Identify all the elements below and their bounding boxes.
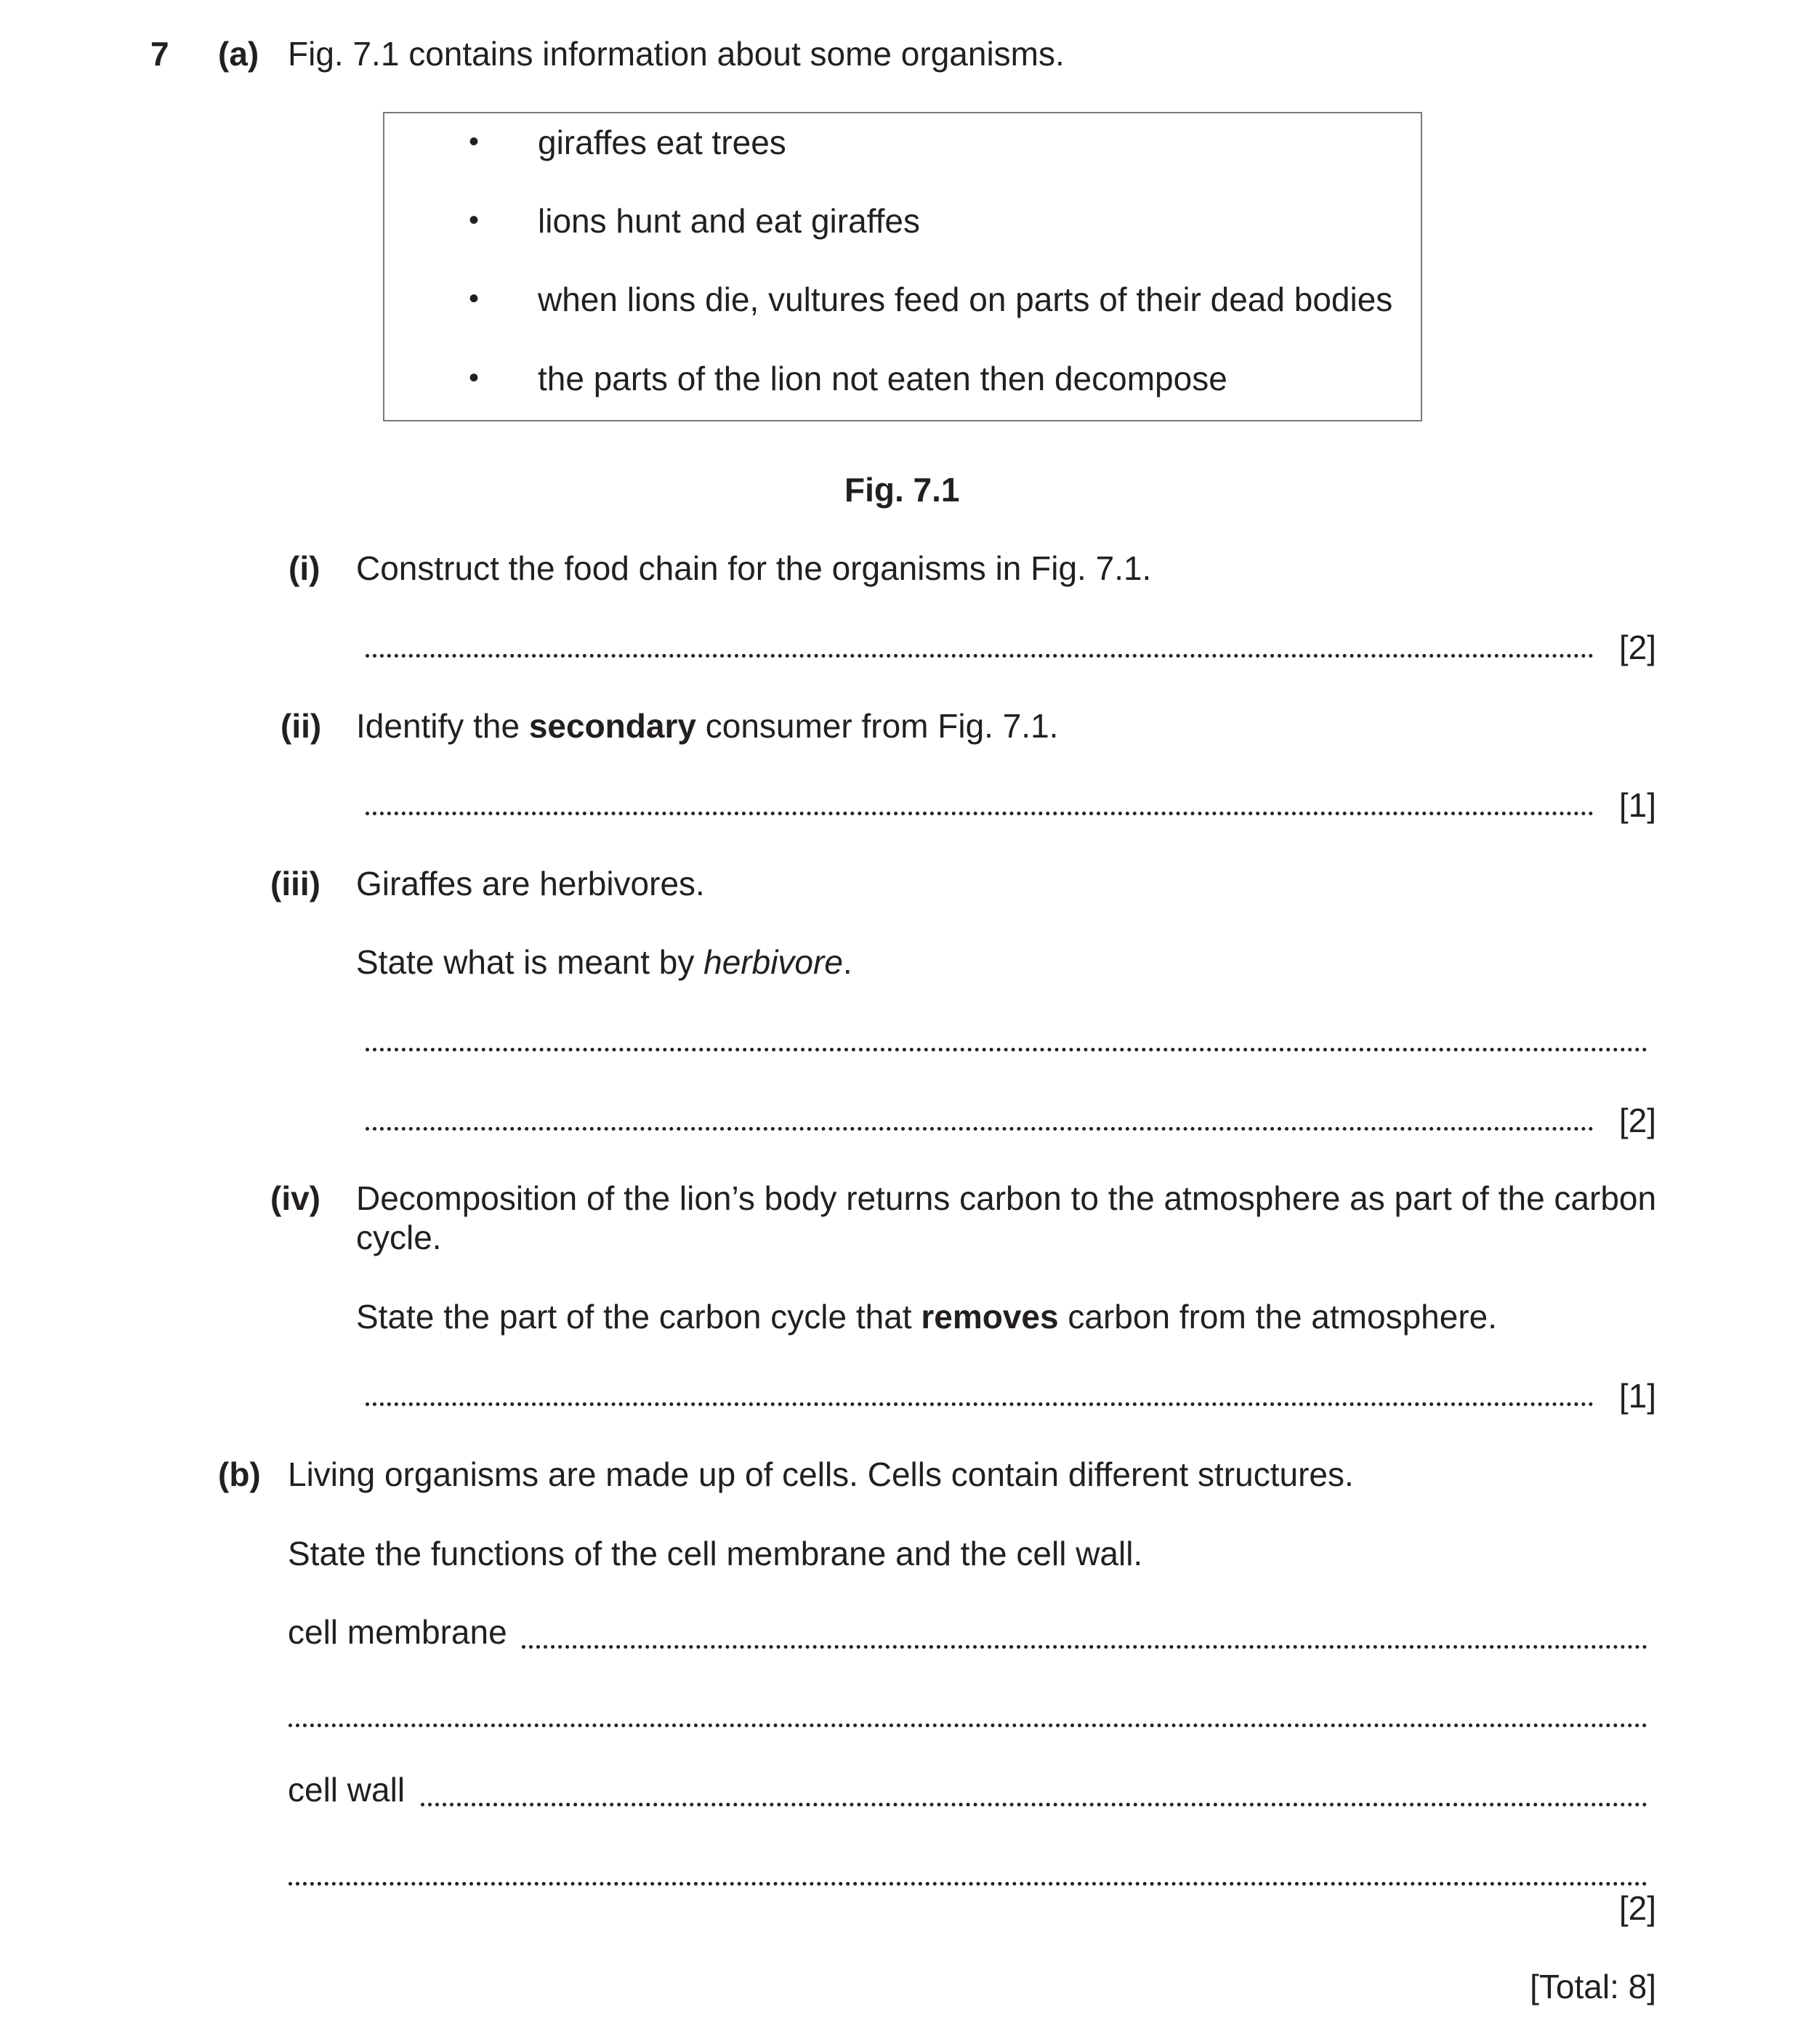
figure-item: when lions die, vultures feed on parts of their dead bodies [538, 280, 1393, 318]
bullet-icon: • [469, 126, 480, 158]
subpart-iv-prompt: State the part of the carbon cycle that removes carbon from the atmosphere. [356, 1298, 1498, 1336]
bullet-icon: • [469, 283, 480, 315]
part-a-label: (a) [218, 35, 259, 73]
answer-line[interactable] [289, 1873, 1647, 1886]
marks-iii: [2] [1618, 1102, 1656, 1139]
answer-line[interactable] [366, 1039, 1647, 1051]
part-a-intro: Fig. 7.1 contains information about some organisms. [288, 35, 1065, 73]
answer-line[interactable] [366, 803, 1594, 815]
cell-wall-answer-line[interactable] [421, 1794, 1647, 1806]
marks-iv: [1] [1618, 1377, 1656, 1415]
part-b-text: Living organisms are made up of cells. Cells contain different structures. [288, 1455, 1354, 1493]
part-b-prompt: State the functions of the cell membrane and the cell wall. [288, 1535, 1143, 1572]
subpart-iii-label: (iii) [270, 865, 320, 902]
figure-item: giraffes eat trees [538, 124, 786, 161]
marks-ii: [1] [1618, 786, 1656, 824]
answer-line[interactable] [366, 1394, 1594, 1406]
answer-line[interactable] [366, 1118, 1594, 1131]
figure-item: the parts of the lion not eaten then decompose [538, 360, 1227, 397]
subpart-i-label: (i) [289, 549, 320, 587]
question-number: 7 [150, 35, 169, 73]
subpart-iv-label: (iv) [270, 1179, 320, 1217]
subpart-iv-text-line2: cycle. [356, 1219, 442, 1256]
subpart-ii-label: (ii) [281, 707, 322, 745]
answer-line[interactable] [289, 1715, 1647, 1727]
cell-membrane-answer-line[interactable] [522, 1636, 1647, 1649]
subpart-iii-prompt: State what is meant by herbivore. [356, 943, 852, 981]
marks-b: [2] [1618, 1889, 1656, 1927]
part-b-label: (b) [218, 1455, 261, 1493]
subpart-iv-text-line1: Decomposition of the lion’s body returns carbon to the atmosphere as part of the carbon [356, 1179, 1657, 1217]
marks-i: [2] [1618, 629, 1656, 666]
subpart-i-text: Construct the food chain for the organisms in Fig. 7.1. [356, 549, 1152, 587]
subpart-ii-text: Identify the secondary consumer from Fig. 7.1. [356, 707, 1059, 745]
subpart-iii-text: Giraffes are herbivores. [356, 865, 705, 902]
bullet-icon: • [469, 362, 480, 394]
answer-line[interactable] [366, 645, 1594, 658]
cell-wall-label: cell wall [288, 1771, 406, 1809]
total-marks: [Total: 8] [1530, 1968, 1656, 2005]
bullet-icon: • [469, 204, 480, 236]
figure-item: lions hunt and eat giraffes [538, 202, 920, 240]
cell-membrane-label: cell membrane [288, 1613, 507, 1651]
figure-caption: Fig. 7.1 [844, 471, 960, 509]
